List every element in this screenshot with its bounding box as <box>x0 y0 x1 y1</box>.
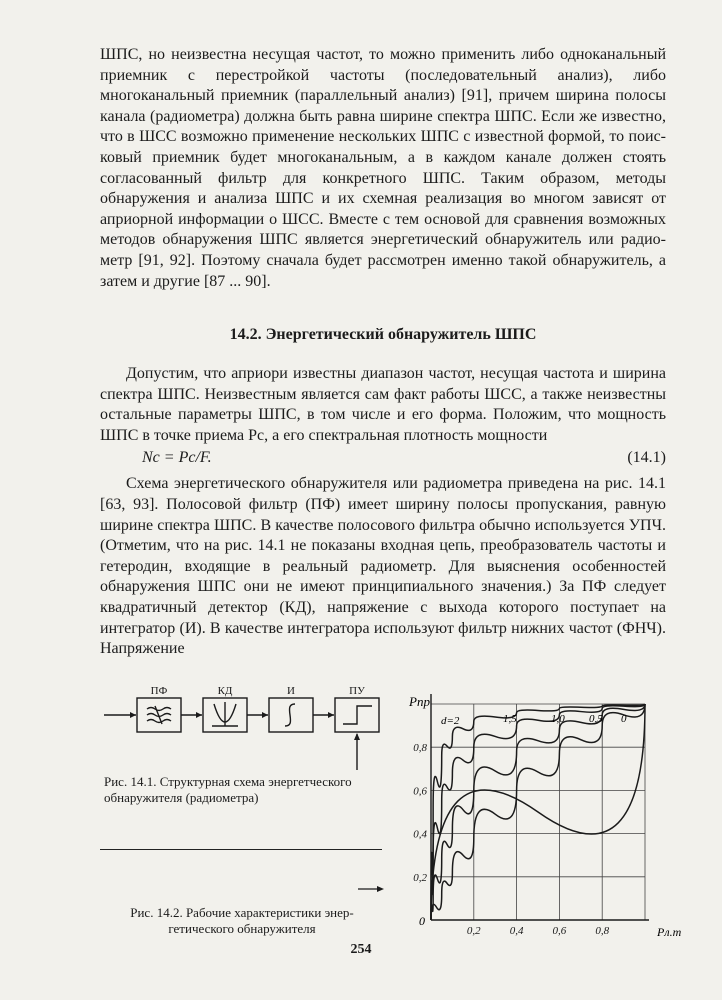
right-arrow-icon <box>358 884 384 894</box>
step-function-icon <box>343 706 372 724</box>
curve-label-0-5: 0,5 <box>589 713 603 725</box>
y-tick-label: 0,4 <box>413 828 427 841</box>
x-axis-label: Pл.т <box>657 925 682 939</box>
intro-paragraph: ШПС, но неизвестна несущая частот, то можно применить либо одноканальный приемник с перестройкой частоты (последовательный анализ), либо многоканальный приемник (параллельный анализ) [91], причем ширина полосы канала (радиометра) должна быть равна ширине спектра ШПС. Если же известно, что в ШСС возможно применение нескольких ШПС с известной формой, то поисковый приемник будет многоканальным, а в каждом канале должен стоять согласованный фильтр для конкретного ШПС. Таким образом, методы обнаружения и анализа ШПС и их схемная реализация во многом зависят от априорной информации о ШСС. Вместе с тем основой для сравнения возможных методов обнаружения ШПС является энергетический обнаружитель или радиометр [91, 92]. Поэтому сначала будет рассмотрен именно такой обнаружитель, а затем и другие [87 ... 90]. <box>100 46 666 290</box>
x-tick-label: 0,6 <box>552 925 567 937</box>
chart-tick-labels <box>413 742 609 937</box>
x-tick-label: 0,8 <box>595 925 610 937</box>
bandpass-filter-label: ПФ <box>150 685 168 697</box>
figure-14-2-caption: Рис. 14.2. Рабочие характеристики энергетического обнаружителя <box>130 905 354 936</box>
section-heading: 14.2. Энергетический обнаружитель ШПС <box>229 326 537 343</box>
chart-curves <box>431 704 645 920</box>
formula-row <box>100 448 666 470</box>
parabola-icon <box>212 702 238 726</box>
equation-number: (14.1) <box>627 449 666 467</box>
divider-line <box>100 849 382 850</box>
page-number: 254 <box>350 942 372 957</box>
paragraph-radiometer-scheme: Схема энергетического обнаружителя или радиометра приведена на рис. 14.1 [63, 93]. Полосовой фильтр (ПФ) имеет ширину полосы пропускания, равную ширине спектра ШПС. В качестве полосового фильтра обычно используется УПЧ. (Отметим, что на рис. 14.1 не показаны входная цепь, преобразователь частоты и гетеродин, входящие в реальный радиометр. Для выяснения особенностей обнаружения ШПС они не имеют принципиального значения.) За ПФ следует квадратичный детектор (КД), напряжение с выхода которого поступает на интегратор (И). В качестве интегратора используют фильтр нижних частот (ФНЧ). Напряжение <box>100 475 666 658</box>
chart-axes <box>431 694 649 920</box>
paragraph-assumptions: Допустим, что априори известны диапазон частот, несущая частота и ширина спектра ШПС. Неизвестным является сам факт работы ШСС, а также неизвестны остальные параметры ШПС, в том числе и его форма. Положим, что мощность ШПС в точке приема Pc, а его спектральная плотность мощности <box>100 365 666 444</box>
figure-14-1-caption: Рис. 14.1. Структурная схема энергетческого обнаружителя (радиометра) <box>104 774 352 805</box>
threshold-arrow <box>354 733 360 740</box>
y-axis-label: Pпр <box>409 694 430 709</box>
wave-filter-icon <box>147 706 171 724</box>
formula-14-1: Nc = Pc/F. <box>142 449 212 467</box>
input-arrow <box>130 712 136 718</box>
curve-label-d2: d=2 <box>441 715 460 727</box>
body-text-block <box>100 364 666 660</box>
integrator-label: И <box>287 685 295 697</box>
threshold-device-label: ПУ <box>349 685 365 697</box>
curve-0 <box>431 704 645 920</box>
square-detector-label: КД <box>217 685 233 697</box>
curve-label-1-0: 1,0 <box>551 713 565 725</box>
curve-label-1-5: 1,5 <box>503 713 517 725</box>
y-tick-label: 0,2 <box>413 871 427 884</box>
y-tick-label: 0,6 <box>413 785 427 798</box>
integrator-block <box>269 698 313 732</box>
x-tick-label: 0,2 <box>466 925 481 937</box>
intro-paragraph-block <box>100 45 666 292</box>
operating-characteristics-chart <box>395 684 695 944</box>
origin-label: 0 <box>419 914 425 928</box>
x-tick-label: 0,4 <box>509 925 524 937</box>
block-diagram-figure <box>100 684 390 774</box>
integral-icon <box>285 704 295 726</box>
curve-label-0: 0 <box>621 713 627 725</box>
y-tick-label: 0,8 <box>413 742 427 755</box>
